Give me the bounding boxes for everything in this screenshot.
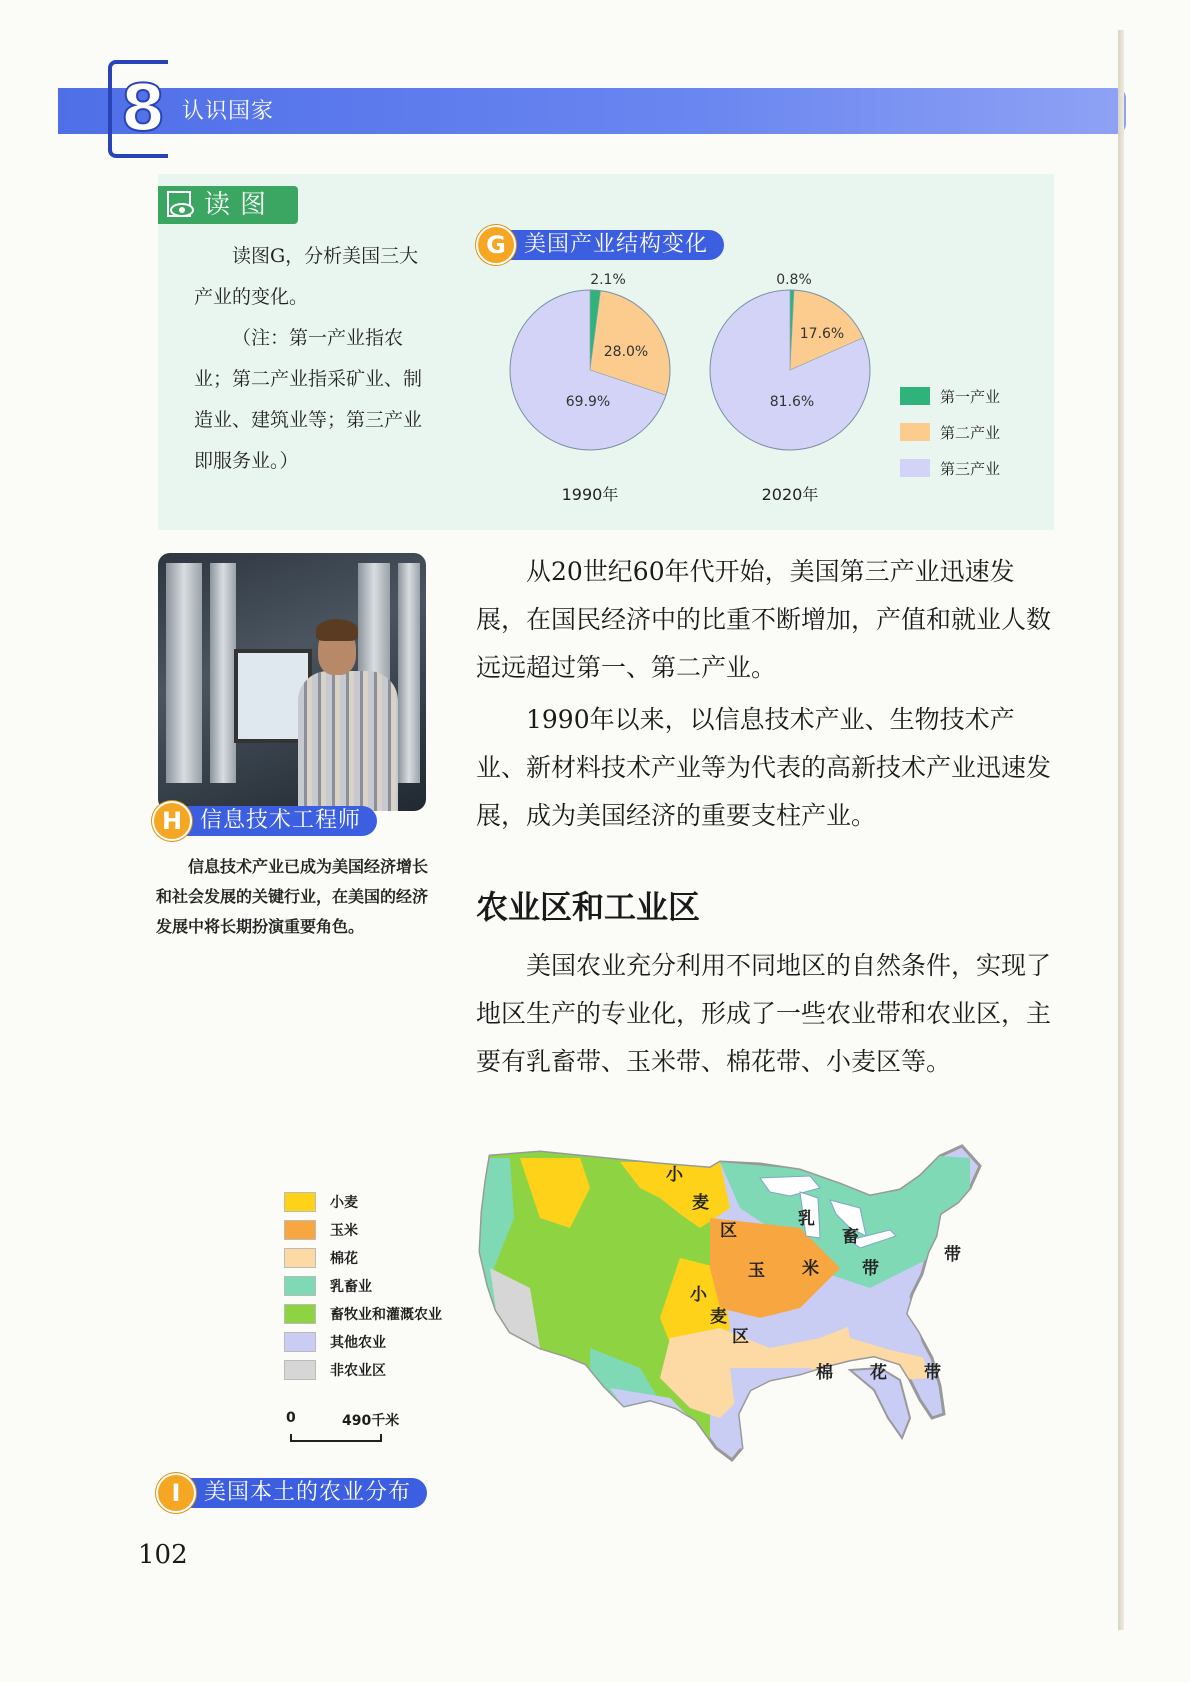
map-legend [284, 1188, 442, 1384]
read-figure-label: 读图 [204, 190, 277, 220]
us-agriculture-map [470, 1118, 1050, 1518]
figure-h-description [156, 852, 432, 942]
figure-title: 美国产业结构变化 [502, 230, 724, 260]
body-paragraphs-1 [476, 548, 1054, 840]
page-number: 102 [138, 1540, 188, 1570]
map-legend-label: 棉花 [330, 1251, 358, 1267]
figure-title: 信息技术工程师 [178, 806, 377, 836]
map-label-wheat-north-2: 麦 [692, 1193, 709, 1213]
figure-h-description-text: 信息技术产业已成为美国经济增长和社会发展的关键行业，在美国的经济发展中将长期扮演重要角色。 [156, 857, 429, 936]
paragraph-1: 从20世纪60年代开始，美国第三产业迅速发展，在国民经济中的比重不断增加，产值和就业人数远远超过第一、第二产业。 [476, 557, 1052, 682]
map-legend-swatch [284, 1276, 316, 1296]
map-legend-label: 玉米 [330, 1223, 358, 1239]
pie-value-label: 81.6% [769, 394, 815, 410]
map-legend-item [284, 1272, 442, 1300]
industry-pie-charts [500, 270, 890, 520]
legend-swatch [900, 459, 930, 477]
map-legend-item [284, 1300, 442, 1328]
legend-item [900, 450, 1000, 486]
map-label-wheat-north-1: 小 [666, 1165, 683, 1185]
figure-g-caption [476, 230, 724, 260]
scale-distance: 490千米 [342, 1413, 400, 1429]
it-engineer-photo [158, 553, 426, 811]
map-legend-swatch [284, 1248, 316, 1268]
figure-letter: H [152, 801, 192, 841]
map-legend-swatch [284, 1304, 316, 1324]
legend-label: 第二产业 [940, 423, 1001, 442]
legend-swatch [900, 423, 930, 441]
legend-item [900, 378, 1000, 414]
map-legend-swatch [284, 1332, 316, 1352]
map-label-wheat-north-3: 区 [720, 1221, 737, 1241]
figure-letter: G [476, 225, 516, 265]
chapter-title: 认识国家 [182, 99, 275, 124]
figure-i-caption [156, 1478, 427, 1508]
body-paragraphs-2 [476, 942, 1054, 1086]
figure-letter: I [156, 1473, 196, 1513]
map-legend-swatch [284, 1220, 316, 1240]
map-label-corn-2: 米 [802, 1259, 819, 1279]
section-title: 农业区和工业区 [476, 888, 701, 926]
map-legend-item [284, 1356, 442, 1384]
eye-icon [166, 190, 196, 220]
map-legend-swatch [284, 1360, 316, 1380]
map-legend-label: 其他农业 [330, 1335, 386, 1351]
map-legend-item [284, 1244, 442, 1272]
figure-title: 美国本土的农业分布 [182, 1478, 427, 1508]
map-label-wheat-south-1: 小 [690, 1285, 707, 1305]
map-legend-item [284, 1216, 442, 1244]
read-figure-text [194, 236, 430, 482]
paragraph-2: 1990年以来，以信息技术产业、生物技术产业、新材料技术产业等为代表的高新技术产业迅速发展，成为美国经济的重要支柱产业。 [476, 705, 1052, 830]
pie-value-label: 69.9% [565, 394, 611, 410]
map-label-corn-3: 带 [862, 1259, 879, 1279]
map-label-wheat-south-2: 麦 [710, 1307, 727, 1327]
legend-swatch [900, 387, 930, 405]
map-label-corn-1: 玉 [748, 1261, 765, 1281]
map-label-wheat-south-3: 区 [732, 1327, 749, 1347]
paragraph-3: 美国农业充分利用不同地区的自然条件，实现了地区生产的专业化，形成了一些农业带和农业区，主要有乳畜带、玉米带、棉花带、小麦区等。 [476, 951, 1052, 1076]
map-legend-item [284, 1188, 442, 1216]
figure-h-caption [152, 806, 377, 836]
scale-zero: 0 [286, 1410, 296, 1426]
map-label-dairy-3: 带 [944, 1245, 961, 1265]
map-label-cotton-2: 花 [870, 1363, 887, 1383]
read-note: （注：第一产业指农业；第二产业指采矿业、制造业、建筑业等；第三产业即服务业。） [194, 327, 423, 472]
read-instruction: 读图G，分析美国三大产业的变化。 [194, 245, 419, 308]
map-label-cotton-3: 带 [924, 1363, 941, 1383]
legend-label: 第一产业 [940, 387, 1001, 406]
map-legend-label: 小麦 [330, 1195, 358, 1211]
map-legend-item [284, 1328, 442, 1356]
pie-value-label: 0.8% [776, 272, 812, 288]
chapter-number: 8 [120, 72, 166, 146]
map-legend-swatch [284, 1192, 316, 1212]
legend-label: 第三产业 [940, 459, 1001, 478]
map-label-cotton-1: 棉 [816, 1363, 833, 1383]
legend-item [900, 414, 1000, 450]
pie-value-label: 28.0% [603, 344, 649, 360]
pie-value-label: 2.1% [590, 272, 626, 288]
scale-bar [286, 1410, 400, 1440]
page-edge [1118, 30, 1124, 1630]
map-legend-label: 非农业区 [330, 1363, 386, 1379]
pie-year-label: 1990年 [561, 485, 619, 504]
map-label-dairy-2: 畜 [842, 1227, 859, 1247]
pie-value-label: 17.6% [799, 326, 845, 342]
map-legend-label: 畜牧业和灌溉农业 [330, 1307, 442, 1323]
pie-year-label: 2020年 [761, 485, 819, 504]
read-figure-tag [158, 186, 298, 224]
pie-legend [900, 378, 1000, 486]
map-legend-label: 乳畜业 [330, 1279, 372, 1295]
map-label-dairy-1: 乳 [798, 1209, 815, 1229]
